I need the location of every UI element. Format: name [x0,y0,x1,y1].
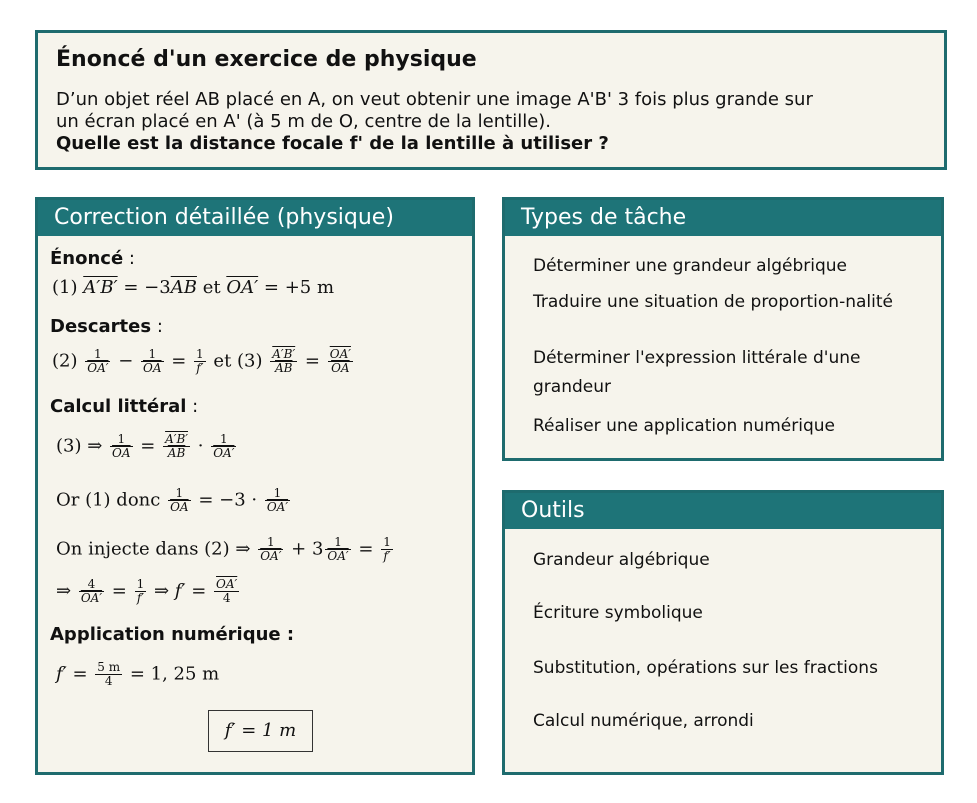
calc-line-1: (3) ⇒ $\frac{1}{OA}$ = $\frac{A'B'}{AB}$ · $\frac{1}{OA'}$ [56,432,235,460]
calc-line-2: Or (1) donc $\frac{1}{OA}$ = −3 · $\frac{1}{OA'}$ [56,486,289,514]
correction-header: Correction détaillée (physique) [38,200,472,236]
task-item: Traduire une situation de proportion-nalité [533,292,893,312]
application-line: f′ = $\frac{5 m}{4}$ = 1, 25 m [56,660,220,688]
tool-item: Grandeur algébrique [533,550,710,570]
tasks-header: Types de tâche [505,200,941,236]
calc-line-3: On injecte dans (2) ⇒ $\frac{1}{OA'}$ + 3 $\frac{1}{OA'}$ = $\frac{1}{f'}$ [56,535,391,563]
statement-line1: D’un objet réel AB placé en A, on veut obtenir une image A'B' 3 fois plus grande sur [56,89,813,110]
statement-question: Quelle est la distance focale f' de la lentille à utiliser ? [56,133,609,154]
task-item: Déterminer l'expression littérale d'une grandeur [533,348,861,397]
equation-1: (1) $A'B' = -3\overline{AB}$ et OA′ = +5 m [52,277,335,298]
task-item: Réaliser une application numérique [533,416,835,436]
tasks-box [502,197,944,461]
enonce-label: Énoncé : [50,248,135,269]
final-answer-box: f′ = 1 m [208,710,313,752]
tools-header: Outils [505,493,941,529]
correction-box [35,197,475,775]
calcul-label: Calcul littéral : [50,396,199,417]
statement-title: Énoncé d'un exercice de physique [56,47,477,72]
tool-item: Substitution, opérations sur les fractions [533,658,878,678]
equation-2-3: (2) $\frac{1}{OA'}$ − $\frac{1}{OA}$ = $\frac{1}{f'}$ et (3) $\frac{A'B'}{AB}$ = $\frac{OA'}{OA}$ [52,347,351,375]
application-label: Application numérique : [50,624,295,645]
statement-box [35,30,947,170]
tool-item: Calcul numérique, arrondi [533,711,754,731]
calc-line-4: ⇒ $\frac{4}{OA'}$ = $\frac{1}{f'}$ ⇒ f′ = $\frac{OA'}{4}$ [56,577,238,605]
descartes-label: Descartes : [50,316,163,337]
tool-item: Écriture symbolique [533,603,703,623]
statement-line2: un écran placé en A' (à 5 m de O, centre de la lentille). [56,111,552,132]
tools-box [502,490,944,775]
task-item: Déterminer une grandeur algébrique [533,256,847,276]
